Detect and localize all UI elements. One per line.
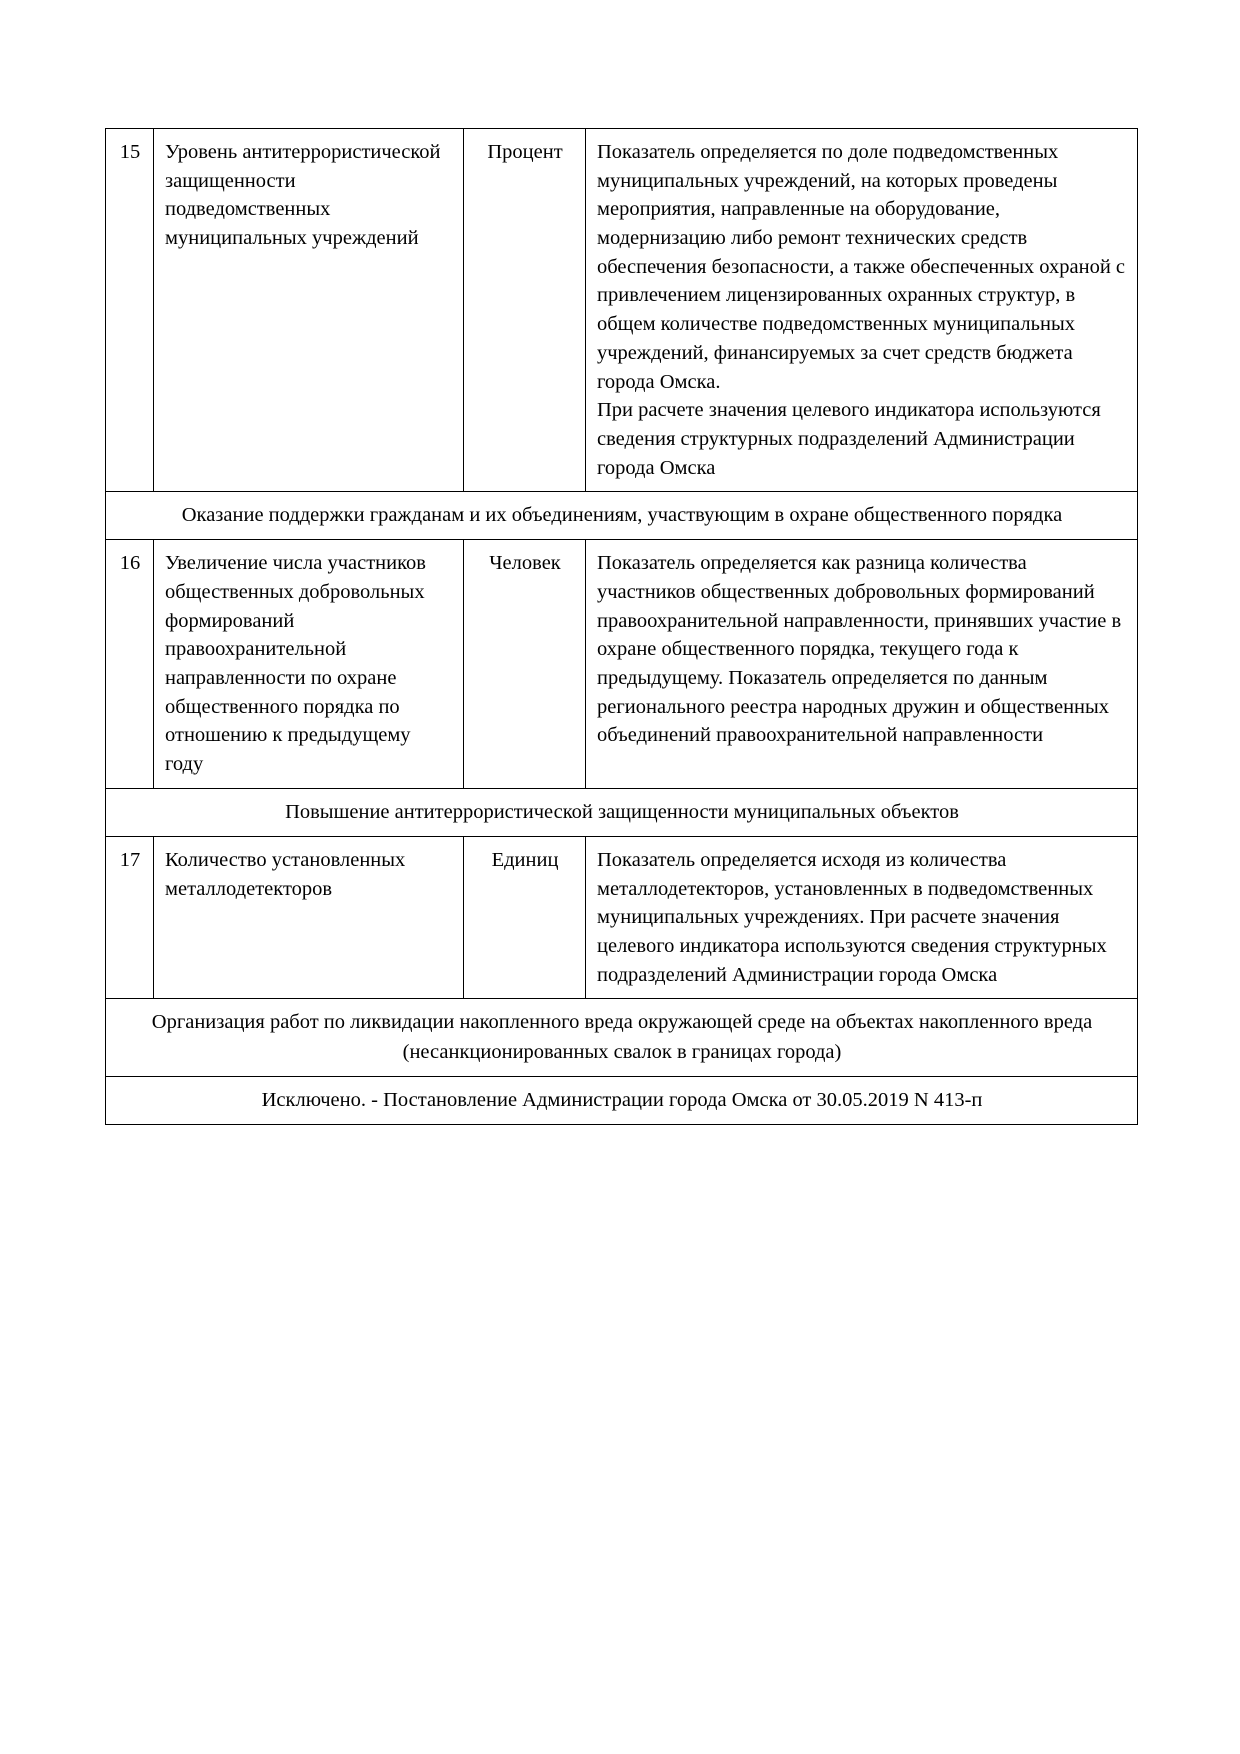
description-paragraph-primary: Показатель определяется как разница количества участников общественных добровольных формирований правоохранительной направленности, принявших участие в охране общественного порядка, текущего года к предыдущему. Показатель определяется по данным регионального реестра народных дружин и общественных объединений правоохранительной направленности xyxy=(597,552,1122,747)
indicator-description-cell xyxy=(586,836,1138,998)
table-row xyxy=(106,788,1138,836)
indicator-unit-cell: Человек xyxy=(464,540,586,789)
section-header-cell: Оказание поддержки гражданам и их объединениям, участвующим в охране общественного порядка xyxy=(106,492,1138,540)
indicator-name-cell: Количество установленных металлодетекторов xyxy=(154,836,464,998)
section-header-cell: Повышение антитеррористической защищенности муниципальных объектов xyxy=(106,788,1138,836)
description-paragraph-secondary: При расчете значения целевого индикатора используются сведения структурных подразделений Администрации города Омска xyxy=(597,399,1101,479)
indicator-number-cell: 17 xyxy=(106,836,154,998)
section-header-cell-final: Организация работ по ликвидации накопленного вреда окружающей среде на объектах накопленного вреда (несанкционированных свалок в границах города) xyxy=(106,999,1138,1076)
indicator-description-cell xyxy=(586,129,1138,492)
indicator-name-cell: Уровень антитеррористической защищенности подведомственных муниципальных учреждений xyxy=(154,129,464,492)
indicator-unit-cell: Единиц xyxy=(464,836,586,998)
indicator-description-cell xyxy=(586,540,1138,789)
indicator-name-cell: Увеличение числа участников общественных добровольных формирований правоохранительной направленности по охране общественного порядка по отношению к предыдущему году xyxy=(154,540,464,789)
table-row xyxy=(106,836,1138,998)
description-paragraph-primary: Показатель определяется исходя из количества металлодетекторов, установленных в подведомственных муниципальных учреждениях. При расчете значения целевого индикатора используются сведения структурных подразделений Администрации города Омска xyxy=(597,848,1107,986)
indicators-table xyxy=(105,128,1138,1125)
table-row xyxy=(106,492,1138,540)
indicator-number-cell: 16 xyxy=(106,540,154,789)
description-paragraph-primary: Показатель определяется по доле подведомственных муниципальных учреждений, на которых проведены мероприятия, направленные на оборудование, модернизацию либо ремонт технических средств обеспечения безопасности, а также обеспеченных охраной с привлечением лицензированных охранных структур, в общем количестве подведомственных муниципальных учреждений, финансируемых за счет средств бюджета города Омска. xyxy=(597,141,1126,393)
table-row xyxy=(106,999,1138,1076)
indicator-unit-cell: Процент xyxy=(464,129,586,492)
table-row xyxy=(106,540,1138,789)
table-row xyxy=(106,129,1138,492)
indicator-number-cell: 15 xyxy=(106,129,154,492)
excluded-note-cell: Исключено. - Постановление Администрации города Омска от 30.05.2019 N 413-п xyxy=(106,1076,1138,1124)
table-row xyxy=(106,1076,1138,1124)
